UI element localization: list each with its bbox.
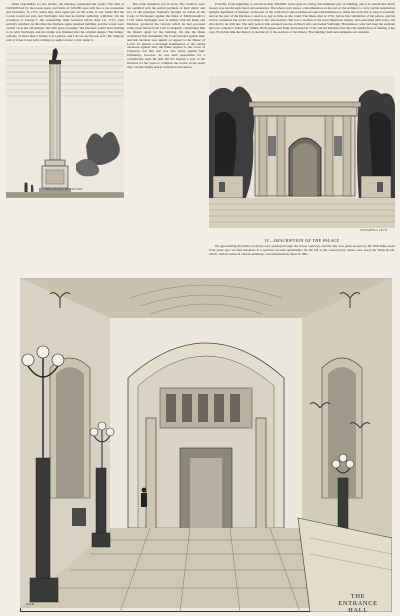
top-right-text-column bbox=[209, 3, 395, 75]
triumphal-arch-engraving bbox=[209, 76, 395, 228]
top-left-paragraph: Duke responsible for the arrears, the Duchess suspended the works. The sum of £220,000 had by then been spent, and debts of £45,000 were still due to the tradesmen and workmen. In 1712, when they were again put on the work, it was found that the Crown would not pay, and Vanbrugh, who had no further authority, withdrew. On the accession of George I. the outstanding debts incurred before June 1st, 1712, were partially satisfied. At this time the Duchess again resumed building, and the works were carried on in the old manner, but with great economy. The Duchess would have nothing to do with Vanbrugh, and the bridge was finished after his original design. 'The bridge,' said she, 'is more than a bridge; it is a palace, and I do not see the use of it.' Mr. Walpole said of it that it was such a bridge as ought to have a river under it. bbox=[6, 3, 124, 42]
entrance-hall-caption: THE ENTRANCE HALL bbox=[338, 593, 378, 614]
section-heading: IV.—DESCRIPTION OF THE PALACE bbox=[264, 238, 340, 243]
top-left-text-column bbox=[6, 3, 124, 45]
column-of-victory-engraving bbox=[6, 46, 124, 198]
middle-text-column bbox=[127, 3, 205, 213]
triumphal-arch-caption: TRIUMPHAL ARCH bbox=[360, 229, 387, 232]
entrance-hall-engraving bbox=[20, 278, 392, 612]
description-text-column bbox=[209, 245, 395, 269]
top-right-paragraph: Probably from beginning to end more than 300,000l. were spent in raising this immense pile of building, and it is certain that much money was lost through fraud and peculation. The whole story shows a determination on the part of the architect to carry out his stupendous designs regardless of expense; on the part of the contractors and workmen an equal determination to make the work last as long as possible; and on the part of the Duchess a resolve to pay as little as she could. The Duke died in 1722, before the completion of the palace, and his widow continued the works according to her own notions. She was a woman of the most imperious temper, and quarrelled with every one who had to do with her. The only person who escaped was the architect who succeeded Vanbrugh, Hawksmoor, who had been his assistant and was content to follow her whims. Both Queen and Duke had parted in 1716, and the Duchess had then the satisfaction of making it her own. From that time her history is the history of the erection of the Palace. The building itself next demands our attention. bbox=[209, 3, 395, 34]
middle-paragraph: But some sensation was in store. The creditors were not satisfied with the partial payment of their debts; and two of the principal claimants brought an action in the Court of Exchequer against the Duke of Marlborough in 1718, when Vanbrugh, now at enmity with the Duke and Duchess, produced the warrant which he had procured some years before from Lord Godolphin, constituting him the Duke's agent for the building. On this the Duke considered this instrument; the Court decided against him, and this decision was upheld on appeal to the House of Lords. To answer a thorough examination of the claims advanced against him, the Duke applied to the Court of Chancery, but that suit was also given against him. Ultimately, however, he was held responsible for a considerable sum. He still left his stipend a year to the Duchess for her years to complete the works; in the result they cost the family nearly as much as the nation. bbox=[127, 3, 205, 70]
column-caption: THE COLUMN OF VICTORY bbox=[44, 188, 84, 191]
description-paragraph: On approaching the Palace from the east, passing through the Tower Gateway, and the fine iron gates erected by the fifth Duke about forty years ago, we find ourselves in a spacious arcaded quadrangle. On the left is the conservatory, where once stood the Titian Room, which, with its series of curious paintings, was unfortunately burnt in 1861. bbox=[209, 245, 395, 256]
artist-signature: A.S.B. bbox=[26, 602, 35, 606]
